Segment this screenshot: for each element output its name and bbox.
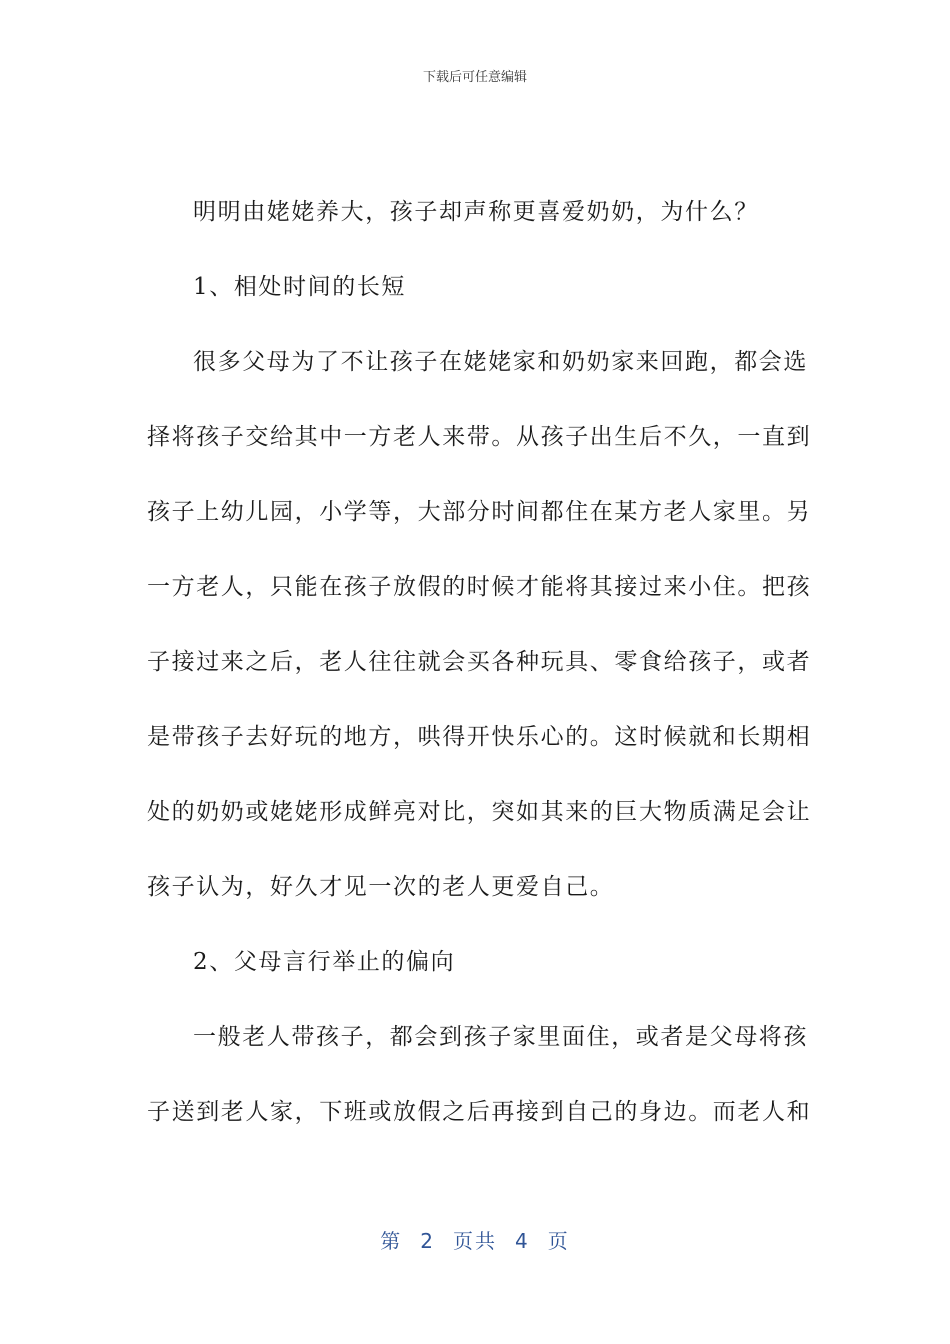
paragraph-line: 择将孩子交给其中一方老人来带。从孩子出生后不久，一直到	[147, 424, 812, 450]
section-heading-2: 2、父母言行举止的偏向	[193, 949, 456, 975]
paragraph-line: 处的奶奶或姥姥形成鲜亮对比，突如其来的巨大物质满足会让	[147, 799, 812, 825]
page-header	[0, 66, 950, 85]
paragraph-line: 是带孩子去好玩的地方，哄得开快乐心的。这时候就和长期相	[147, 724, 812, 750]
section-heading-1: 1、相处时间的长短	[193, 274, 407, 300]
paragraph-line: 孩子认为，好久才见一次的老人更爱自己。	[147, 874, 615, 900]
document-body	[147, 196, 812, 1171]
header-text: 下载后可任意编辑	[422, 70, 527, 85]
document-title: 明明由姥姥养大，孩子却声称更喜爱奶奶，为什么？	[193, 199, 759, 225]
paragraph-line: 很多父母为了不让孩子在姥姥家和奶奶家来回跑，都会选	[193, 349, 808, 375]
footer-page-number: 2	[420, 1229, 435, 1253]
paragraph-line: 子接过来之后，老人往往就会买各种玩具、零食给孩子，或者	[147, 649, 812, 675]
paragraph-line: 子送到老人家，下班或放假之后再接到自己的身边。而老人和	[147, 1099, 812, 1125]
footer-prefix: 第	[380, 1229, 403, 1253]
paragraph-line: 一方老人，只能在孩子放假的时候才能将其接过来小住。把孩	[147, 574, 812, 600]
paragraph-line: 孩子上幼儿园，小学等，大部分时间都住在某方老人家里。另	[147, 499, 812, 525]
footer-page-total: 4	[515, 1229, 530, 1253]
paragraph-line: 一般老人带孩子，都会到孩子家里面住，或者是父母将孩	[193, 1024, 808, 1050]
footer-middle: 页共	[453, 1229, 497, 1253]
page-footer	[0, 1225, 950, 1254]
footer-suffix: 页	[547, 1229, 570, 1253]
